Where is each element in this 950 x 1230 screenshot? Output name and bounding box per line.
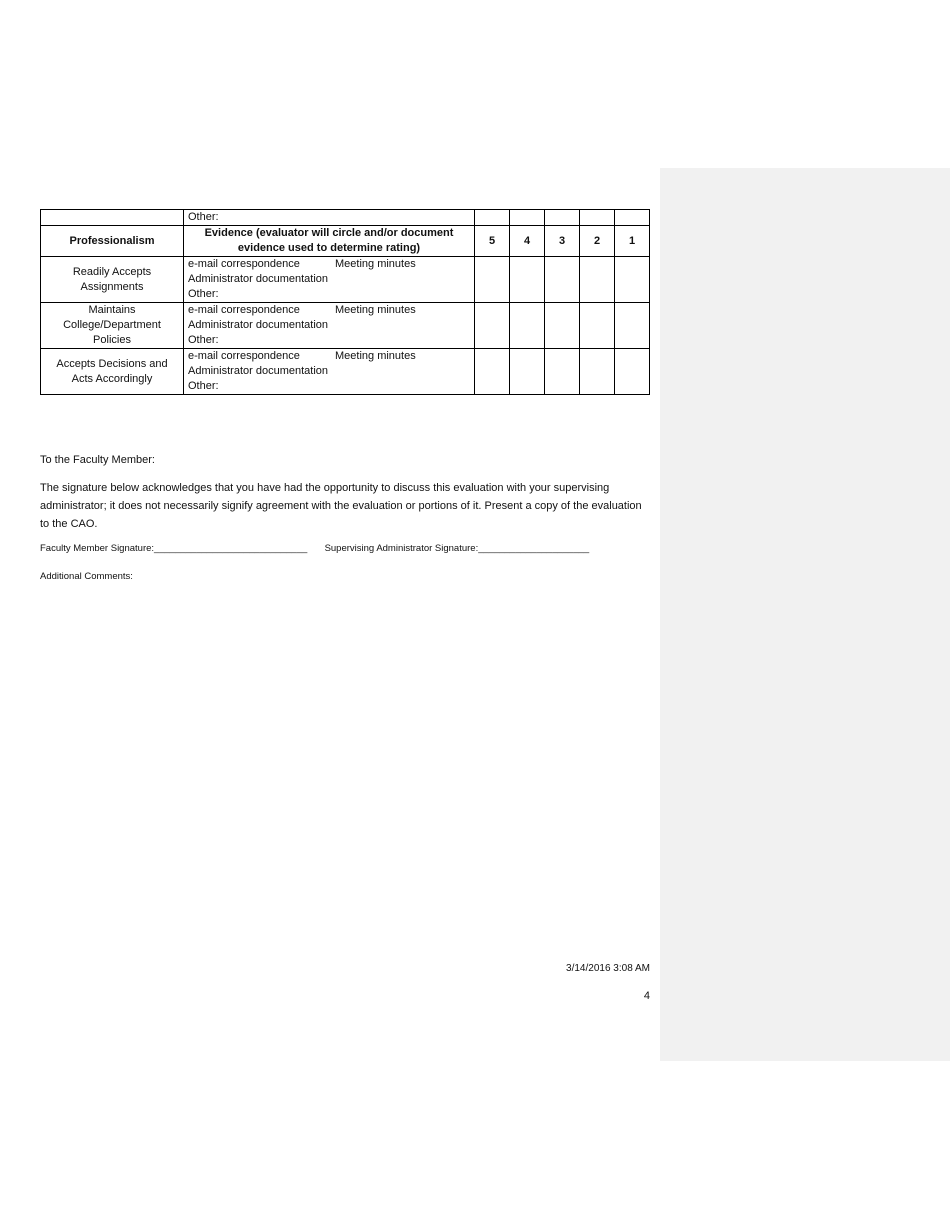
score-cell[interactable] xyxy=(615,210,650,226)
table-row xyxy=(41,210,650,226)
evidence-admin-documentation[interactable]: Administrator documentation xyxy=(188,365,329,377)
evidence-meeting-minutes[interactable]: Meeting minutes xyxy=(335,350,416,362)
score-cell[interactable] xyxy=(580,210,615,226)
criterion-cell xyxy=(41,210,184,226)
faculty-signature-field[interactable]: Faculty Member Signature:_____________________________ xyxy=(40,543,308,554)
signature-line xyxy=(40,543,660,554)
page-number: 4 xyxy=(643,990,650,1002)
score-header-2: 2 xyxy=(580,226,615,257)
score-cell[interactable] xyxy=(510,349,545,395)
comments-markup-pane xyxy=(660,168,950,1061)
criterion-header: Professionalism xyxy=(41,226,184,257)
criterion-accepts-decisions: Accepts Decisions and Acts Accordingly xyxy=(41,349,184,395)
table-row xyxy=(41,303,650,349)
score-cell[interactable] xyxy=(615,349,650,395)
evidence-email[interactable]: e-mail correspondence xyxy=(188,258,300,270)
score-cell[interactable] xyxy=(475,257,510,303)
evidence-email[interactable]: e-mail correspondence xyxy=(188,304,300,316)
score-cell[interactable] xyxy=(475,210,510,226)
evidence-cell xyxy=(184,349,475,395)
score-cell[interactable] xyxy=(580,257,615,303)
score-cell[interactable] xyxy=(580,303,615,349)
score-cell[interactable] xyxy=(545,349,580,395)
evidence-cell xyxy=(184,303,475,349)
score-header-4: 4 xyxy=(510,226,545,257)
evidence-email[interactable]: e-mail correspondence xyxy=(188,350,300,362)
evidence-meeting-minutes[interactable]: Meeting minutes xyxy=(335,304,416,316)
score-cell[interactable] xyxy=(615,257,650,303)
evidence-other[interactable]: Other: xyxy=(188,288,219,300)
admin-signature-field[interactable]: Supervising Administrator Signature:_____________________ xyxy=(324,543,590,554)
score-cell[interactable] xyxy=(510,257,545,303)
professionalism-rating-table xyxy=(40,209,650,395)
evidence-other[interactable]: Other: xyxy=(188,334,219,346)
table-row xyxy=(41,257,650,303)
acknowledgement-paragraph: The signature below acknowledges that you have had the opportunity to discuss this evaluation with your supervising administrator; it does not necessarily signify agreement with the evaluation or portions of it. Present a copy of the evaluation to the CAO. xyxy=(40,482,642,530)
criterion-maintains-policies: Maintains College/Department Policies xyxy=(41,303,184,349)
score-header-3: 3 xyxy=(545,226,580,257)
score-cell[interactable] xyxy=(475,303,510,349)
footer-date: 3/14/2016 3:08 AM xyxy=(566,963,650,974)
score-cell[interactable] xyxy=(545,257,580,303)
table-header-row xyxy=(41,226,650,257)
evidence-header: Evidence (evaluator will circle and/or document evidence used to determine rating) xyxy=(184,226,475,257)
salutation: To the Faculty Member: xyxy=(40,454,155,466)
evidence-admin-documentation[interactable]: Administrator documentation xyxy=(188,319,329,331)
score-cell[interactable] xyxy=(545,303,580,349)
additional-comments-label: Additional Comments: xyxy=(40,571,133,582)
evidence-other[interactable]: Other: xyxy=(188,380,219,392)
score-cell[interactable] xyxy=(510,210,545,226)
table-row xyxy=(41,349,650,395)
evidence-cell xyxy=(184,257,475,303)
score-cell[interactable] xyxy=(475,349,510,395)
evidence-admin-documentation[interactable]: Administrator documentation xyxy=(188,273,329,285)
score-cell[interactable] xyxy=(615,303,650,349)
evidence-cell: Other: xyxy=(184,210,475,226)
score-cell[interactable] xyxy=(580,349,615,395)
score-cell[interactable] xyxy=(545,210,580,226)
evidence-meeting-minutes[interactable]: Meeting minutes xyxy=(335,258,416,270)
score-header-5: 5 xyxy=(475,226,510,257)
score-header-1: 1 xyxy=(615,226,650,257)
criterion-readily-accepts-assignments: Readily Accepts Assignments xyxy=(41,257,184,303)
score-cell[interactable] xyxy=(510,303,545,349)
